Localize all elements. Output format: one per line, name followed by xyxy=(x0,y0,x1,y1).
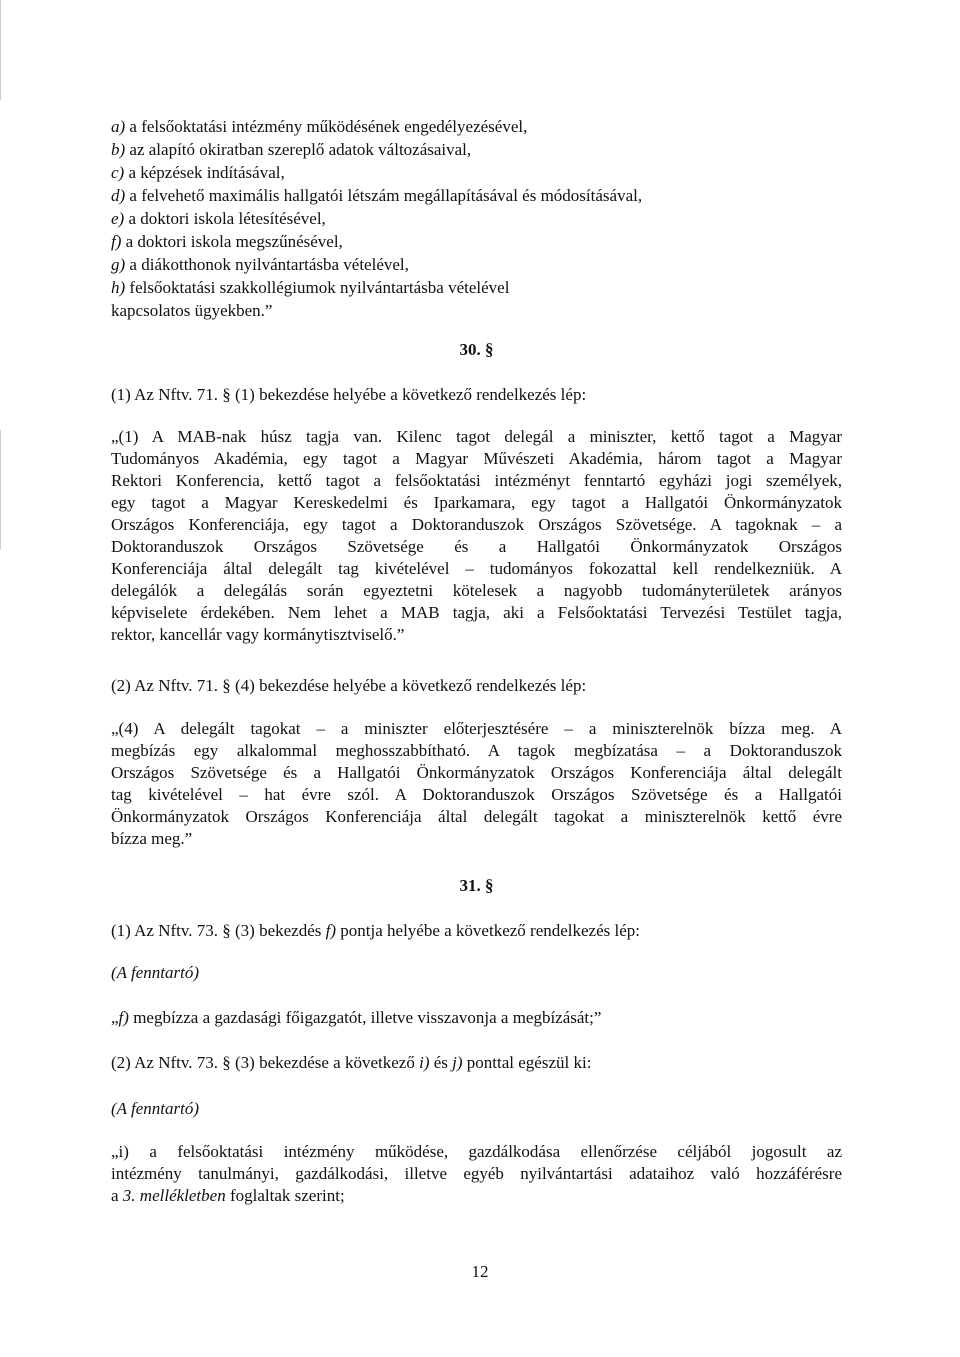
quote-line: Országos Konferenciája, egy tagot a Doktoranduszok Országos Szövetsége. A tagoknak – a xyxy=(111,515,842,534)
quote-line: megbízás egy alkalommal meghosszabbítható. A tagok megbízatása – a Doktoranduszok xyxy=(111,741,842,760)
scan-edge-mark xyxy=(0,0,1,100)
quote-line: egy tagot a Magyar Kereskedelmi és Iparkamara, egy tagot a Hallgatói Önkormányzatok xyxy=(111,493,842,512)
quote-line: delegálók a delegálás során egyeztetni kötelesek a nagyobb tudományterületek arányos xyxy=(111,581,842,600)
quote-line: Doktoranduszok Országos Szövetsége és a Hallgatói Önkormányzatok Országos xyxy=(111,537,842,556)
quote-line: „(4) A delegált tagokat – a miniszter előterjesztésére – a miniszterelnök bízza meg. A xyxy=(111,719,842,738)
quote-line: intézmény tanulmányi, gazdálkodási, illetve egyéb nyilvántartási adataihoz való hozzáférésre xyxy=(111,1164,842,1183)
list-item-a: a) a felsőoktatási intézmény működésének engedélyezésével, xyxy=(111,117,528,136)
quote-line: Tudományos Akadémia, egy tagot a Magyar Művészeti Akadémia, három tagot a Magyar xyxy=(111,449,842,468)
quote-line: a 3. mellékletben foglaltak szerint; xyxy=(111,1186,345,1205)
quote-line: Rektori Konferencia, kettő tagot a felsőoktatási intézményt fenntartó egyházi jogi személyek, xyxy=(111,471,842,490)
list-item-h: h) felsőoktatási szakkollégiumok nyilvántartásba vételével xyxy=(111,278,510,297)
s31-paragraph-2: (2) Az Nftv. 73. § (3) bekezdése a következő i) és j) ponttal egészül ki: xyxy=(111,1053,592,1072)
scan-edge-mark xyxy=(0,430,1,550)
quote-line: bízza meg.” xyxy=(111,829,193,848)
page-number: 12 xyxy=(471,1262,489,1281)
list-item-f: f) a doktori iskola megszűnésével, xyxy=(111,232,343,251)
list-tail: kapcsolatos ügyekben.” xyxy=(111,301,273,320)
s30-paragraph-1: (1) Az Nftv. 71. § (1) bekezdése helyébe a következő rendelkezés lép: xyxy=(111,385,587,404)
quote-line: képviselete érdekében. Nem lehet a MAB tagja, aki a Felsőoktatási Tervezési Testület tagja, xyxy=(111,603,842,622)
s30-paragraph-2: (2) Az Nftv. 71. § (4) bekezdése helyébe a következő rendelkezés lép: xyxy=(111,676,587,695)
quote-line: Konferenciája által delegált tag kivételével – tudományos fokozattal kell rendelkezniük. A xyxy=(111,559,842,578)
list-item-c: c) a képzések indításával, xyxy=(111,163,285,182)
fenntarto-label-1: (A fenntartó) xyxy=(111,963,199,982)
s30-quote-1 xyxy=(111,426,842,646)
s31-point-i xyxy=(111,1141,842,1207)
quote-line: Önkormányzatok Országos Konferenciája által delegált tagokat a miniszterelnök kettő évre xyxy=(111,807,842,826)
quote-line: Országos Szövetsége és a Hallgatói Önkormányzatok Országos Konferenciája által delegált xyxy=(111,763,842,782)
quote-line: „i) a felsőoktatási intézmény működése, gazdálkodása ellenőrzése céljából jogosult az xyxy=(111,1142,842,1161)
s31-point-f: „f) megbízza a gazdasági főigazgatót, illetve visszavonja a megbízását;” xyxy=(111,1008,602,1027)
fenntarto-label-2: (A fenntartó) xyxy=(111,1099,199,1118)
s30-quote-2 xyxy=(111,718,842,850)
list-item-d: d) a felvehető maximális hallgatói létszám megállapításával és módosításával, xyxy=(111,186,643,205)
quote-line: rektor, kancellár vagy kormánytisztviselő.” xyxy=(111,625,405,644)
quote-line: „(1) A MAB-nak húsz tagja van. Kilenc tagot delegál a miniszter, kettő tagot a Magyar xyxy=(111,427,842,446)
list-item-b: b) az alapító okiratban szereplő adatok változásaival, xyxy=(111,140,472,159)
section-heading-31: 31. § xyxy=(459,876,494,895)
list-item-g: g) a diákotthonok nyilvántartásba vételével, xyxy=(111,255,409,274)
section-heading-30: 30. § xyxy=(459,340,494,359)
quote-line: tag kivételével – hat évre szól. A Doktoranduszok Országos Szövetsége és a Hallgatói xyxy=(111,785,842,804)
list-item-e: e) a doktori iskola létesítésével, xyxy=(111,209,326,228)
s31-paragraph-1: (1) Az Nftv. 73. § (3) bekezdés f) pontja helyébe a következő rendelkezés lép: xyxy=(111,921,641,940)
